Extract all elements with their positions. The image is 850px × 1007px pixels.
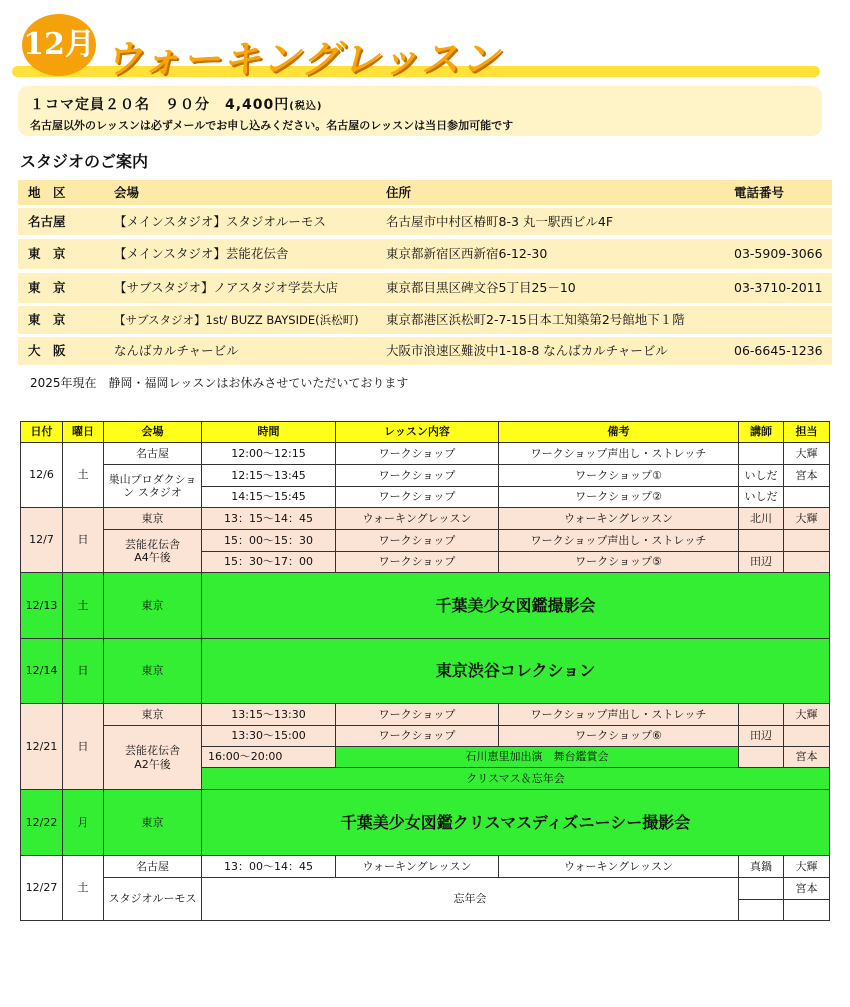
time-cell: 15：30～17：00 <box>201 551 336 573</box>
lesson-cell: ワークショップ <box>335 529 499 552</box>
header-venue: 会場 <box>103 421 202 443</box>
date-cell: 12/6 <box>20 442 63 508</box>
studio-area: 名古屋 <box>28 214 66 229</box>
staff-cell <box>783 899 830 921</box>
month-badge: 12月 <box>22 14 96 76</box>
lesson-cell: ワークショップ <box>335 703 499 726</box>
studio-address: 東京都港区浜松町2-7-15日本工知築第2号館地下１階 <box>386 312 685 327</box>
time-cell: 13:15～13:30 <box>201 703 336 726</box>
dow-cell: 日 <box>62 507 104 573</box>
studio-row <box>18 273 832 303</box>
event-cell: 石川恵里加出演 舞台鑑賞会 <box>335 746 739 768</box>
dow-cell: 土 <box>62 572 104 639</box>
staff-cell: 宮本 <box>783 464 830 487</box>
capacity-price <box>30 94 322 114</box>
instructor-cell: 真鍋 <box>738 855 784 878</box>
time-cell: 13:30～15:00 <box>201 725 336 747</box>
date-cell: 12/13 <box>20 572 63 639</box>
staff-cell: 宮本 <box>783 877 830 900</box>
dow-cell: 日 <box>62 638 104 704</box>
party-cell: 忘年会 <box>201 877 739 921</box>
studio-row <box>18 337 832 365</box>
instructor-cell <box>738 746 784 768</box>
dow-cell: 土 <box>62 855 104 921</box>
header-staff: 担当 <box>783 421 830 443</box>
remarks-cell: ウォーキングレッスン <box>498 855 739 878</box>
studio-area: 大 阪 <box>28 343 66 358</box>
staff-cell <box>783 486 830 508</box>
date-cell: 12/27 <box>20 855 63 921</box>
col-venue: 会場 <box>114 185 140 200</box>
remarks-cell: ワークショップ声出し・ストレッチ <box>498 529 739 552</box>
instructor-cell <box>738 442 784 465</box>
studio-phone: 06-6645-1236 <box>734 343 823 358</box>
dow-cell: 月 <box>62 789 104 856</box>
venue-cell: 芸能花伝舎 A2午後 <box>103 725 202 790</box>
venue-cell: 巣山プロダクション スタジオ <box>103 464 202 508</box>
studio-venue: 【メインスタジオ】スタジオルーモス <box>114 214 326 229</box>
time-cell: 13：00～14：45 <box>201 855 336 878</box>
date-cell: 12/7 <box>20 507 63 573</box>
venue-cell: 名古屋 <box>103 442 202 465</box>
staff-cell: 大輝 <box>783 855 830 878</box>
col-address: 住所 <box>386 185 412 200</box>
studio-address: 東京都新宿区西新宿6-12-30 <box>386 246 548 261</box>
staff-cell: 大輝 <box>783 703 830 726</box>
time-cell: 13：15～14：45 <box>201 507 336 530</box>
header-instructor: 講師 <box>738 421 784 443</box>
remarks-cell: ワークショップ声出し・ストレッチ <box>498 442 739 465</box>
party-cell: クリスマス＆忘年会 <box>201 767 830 790</box>
instructor-cell <box>738 703 784 726</box>
instructor-cell: 北川 <box>738 507 784 530</box>
remarks-cell: ワークショップ① <box>498 464 739 487</box>
col-area: 地 区 <box>28 185 66 200</box>
lesson-cell: ワークショップ <box>335 442 499 465</box>
time-cell: 16:00～20:00 <box>201 746 336 768</box>
instructor-cell: 田辺 <box>738 551 784 573</box>
studio-venue: 【サブスタジオ】1st/ BUZZ BAYSIDE(浜松町) <box>114 313 359 327</box>
venue-cell: 東京 <box>103 789 202 856</box>
date-cell: 12/21 <box>20 703 63 790</box>
studio-phone: 03-5909-3066 <box>734 246 823 261</box>
remarks-cell: ワークショップ⑥ <box>498 725 739 747</box>
remarks-cell: ワークショップ声出し・ストレッチ <box>498 703 739 726</box>
studio-area: 東 京 <box>28 280 66 295</box>
time-cell: 12:00～12:15 <box>201 442 336 465</box>
lesson-cell: ウォーキングレッスン <box>335 855 499 878</box>
lesson-cell: ワークショップ <box>335 551 499 573</box>
header-remarks: 備考 <box>498 421 739 443</box>
event-cell: 千葉美少女図鑑クリスマスディズニーシー撮影会 <box>201 789 830 856</box>
capacity-price-text: １コマ定員２０名 ９０分 4,400円 <box>30 97 290 113</box>
remarks-cell: ワークショップ⑤ <box>498 551 739 573</box>
lesson-cell: ワークショップ <box>335 486 499 508</box>
lesson-cell: ワークショップ <box>335 464 499 487</box>
studio-area: 東 京 <box>28 246 66 261</box>
studio-venue: 【メインスタジオ】芸能花伝舎 <box>114 246 289 261</box>
staff-cell: 大輝 <box>783 442 830 465</box>
staff-cell: 宮本 <box>783 746 830 768</box>
studio-venue: なんばカルチャービル <box>114 343 239 358</box>
studio-address: 名古屋市中村区椿町8-3 丸一駅西ビル4F <box>386 214 614 229</box>
dow-cell: 土 <box>62 442 104 508</box>
reservation-notice: 名古屋以外のレッスンは必ずメールでお申し込みください。名古屋のレッスンは当日参加可能です <box>30 119 514 132</box>
col-phone: 電話番号 <box>734 185 785 200</box>
studio-row <box>18 239 832 269</box>
closure-note: 2025年現在 静岡・福岡レッスンはお休みさせていただいております <box>30 376 409 390</box>
instructor-cell <box>738 877 784 900</box>
staff-cell: 大輝 <box>783 507 830 530</box>
studio-venue: 【サブスタジオ】ノアスタジオ学芸大店 <box>114 280 339 295</box>
studio-heading: スタジオのご案内 <box>20 152 149 171</box>
event-cell: 東京渋谷コレクション <box>201 638 830 704</box>
instructor-cell: 田辺 <box>738 725 784 747</box>
date-cell: 12/22 <box>20 789 63 856</box>
instructor-cell: いしだ <box>738 464 784 487</box>
time-cell: 12:15～13:45 <box>201 464 336 487</box>
studio-row <box>18 306 832 334</box>
staff-cell <box>783 529 830 552</box>
date-cell: 12/14 <box>20 638 63 704</box>
event-cell: 千葉美少女図鑑撮影会 <box>201 572 830 639</box>
studio-phone: 03-3710-2011 <box>734 280 823 295</box>
header-date: 日付 <box>20 421 63 443</box>
remarks-cell: ウォーキングレッスン <box>498 507 739 530</box>
header-dow: 曜日 <box>62 421 104 443</box>
tax-note: (税込) <box>289 101 323 112</box>
header-time: 時間 <box>201 421 336 443</box>
instructor-cell: いしだ <box>738 486 784 508</box>
venue-cell: 東京 <box>103 507 202 530</box>
venue-cell: 東京 <box>103 638 202 704</box>
instructor-cell <box>738 529 784 552</box>
venue-cell: 名古屋 <box>103 855 202 878</box>
remarks-cell: ワークショップ② <box>498 486 739 508</box>
lesson-cell: ウォーキングレッスン <box>335 507 499 530</box>
lesson-cell: ワークショップ <box>335 725 499 747</box>
dow-cell: 日 <box>62 703 104 790</box>
studio-table-header <box>18 180 832 205</box>
time-cell: 15：00～15：30 <box>201 529 336 552</box>
studio-address: 大阪市浪速区難波中1-18-8 なんばカルチャービル <box>386 343 668 358</box>
staff-cell <box>783 551 830 573</box>
studio-area: 東 京 <box>28 312 66 327</box>
studio-row <box>18 208 832 235</box>
venue-cell: スタジオルーモス <box>103 877 202 921</box>
header-lesson: レッスン内容 <box>335 421 499 443</box>
studio-address: 東京都目黒区碑文谷5丁目25－10 <box>386 280 576 295</box>
time-cell: 14:15～15:45 <box>201 486 336 508</box>
staff-cell <box>783 725 830 747</box>
venue-cell: 東京 <box>103 703 202 726</box>
venue-cell: 芸能花伝舎 A4午後 <box>103 529 202 573</box>
instructor-cell <box>738 899 784 921</box>
venue-cell: 東京 <box>103 572 202 639</box>
page-title: ウォーキングレッスン <box>104 37 501 81</box>
